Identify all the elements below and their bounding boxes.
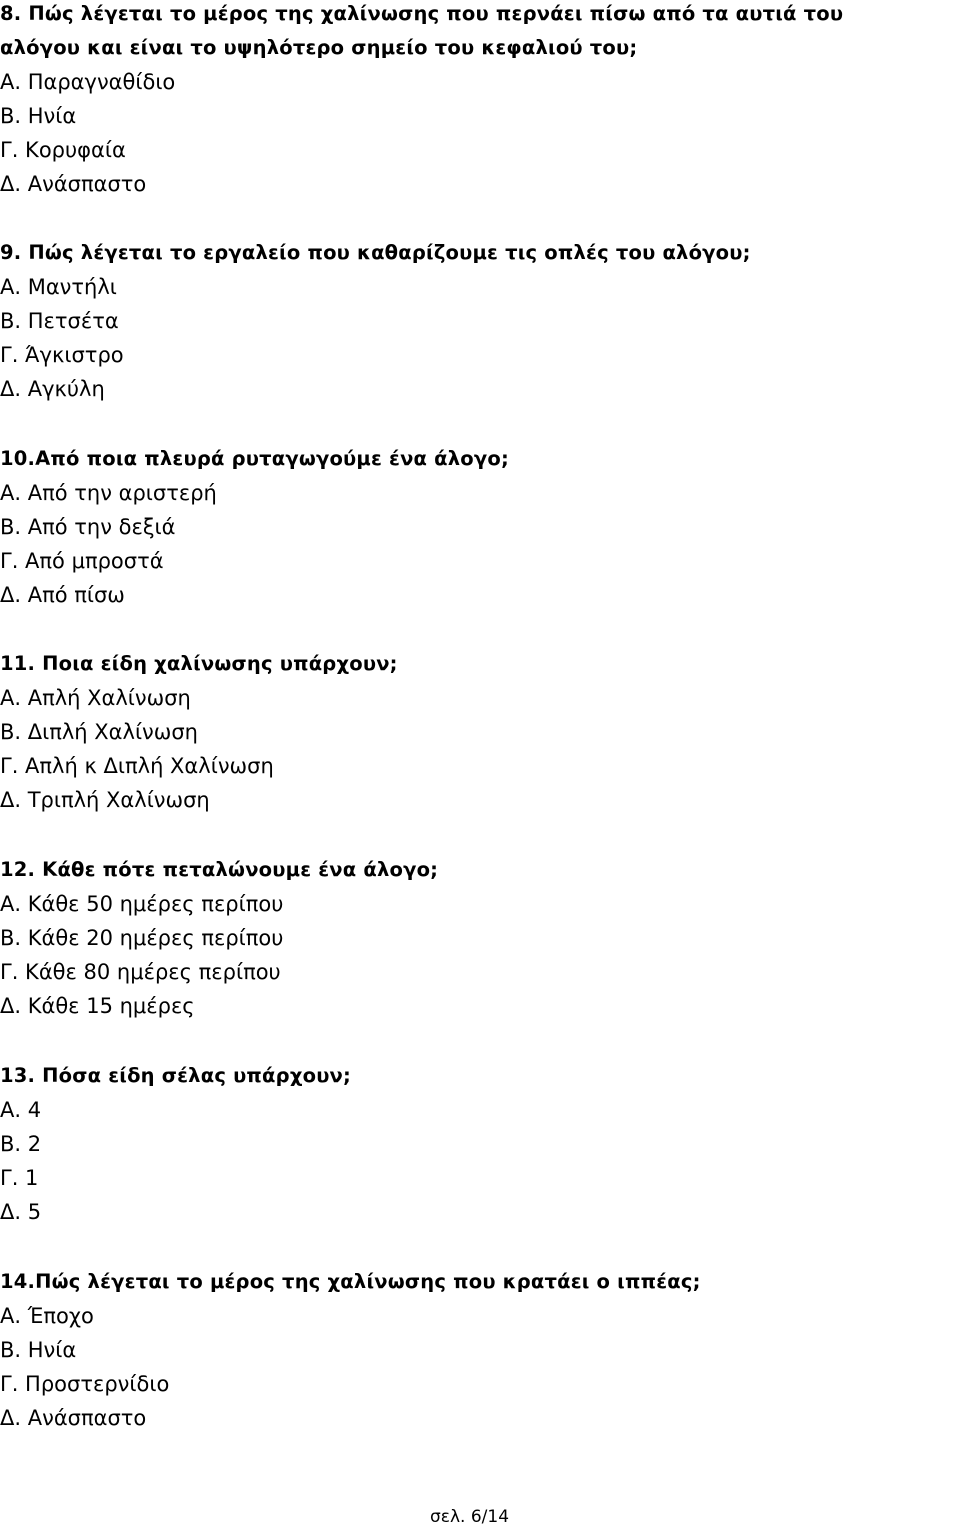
- option-b: Β. Ηνία: [0, 104, 77, 128]
- option-c: Γ. 1: [0, 1166, 39, 1190]
- option-a: Α. Έποχο: [0, 1304, 94, 1328]
- question-13: [0, 1059, 958, 1229]
- option-b: Β. Πετσέτα: [0, 309, 119, 333]
- option-b: Β. Από την δεξιά: [0, 515, 176, 539]
- option-c: Γ. Απλή κ Διπλή Χαλίνωση: [0, 754, 274, 778]
- question-11: [0, 647, 958, 817]
- question-14: [0, 1265, 958, 1435]
- option-c: Γ. Κορυφαία: [0, 138, 126, 162]
- option-a: Α. Από την αριστερή: [0, 481, 217, 505]
- question-text: 14.Πώς λέγεται το μέρος της χαλίνωσης που κρατάει ο ιππέας;: [0, 1270, 701, 1293]
- option-b: Β. 2: [0, 1132, 42, 1156]
- option-d: Δ. 5: [0, 1200, 42, 1224]
- option-c: Γ. Άγκιστρο: [0, 343, 124, 367]
- question-text: 13. Πόσα είδη σέλας υπάρχουν;: [0, 1064, 352, 1087]
- question-text: 12. Κάθε πότε πεταλώνουμε ένα άλογο;: [0, 858, 439, 881]
- option-b: Β. Διπλή Χαλίνωση: [0, 720, 198, 744]
- option-d: Δ. Τριπλή Χαλίνωση: [0, 788, 210, 812]
- option-b: Β. Κάθε 20 ημέρες περίπου: [0, 926, 284, 950]
- option-d: Δ. Ανάσπαστο: [0, 1406, 147, 1430]
- question-12: [0, 853, 958, 1023]
- option-d: Δ. Κάθε 15 ημέρες: [0, 994, 195, 1018]
- option-d: Δ. Ανάσπαστο: [0, 172, 147, 196]
- question-text: 10.Από ποια πλευρά ρυταγωγούμε ένα άλογο;: [0, 447, 509, 470]
- question-text: 11. Ποια είδη χαλίνωσης υπάρχουν;: [0, 652, 398, 675]
- question-10: [0, 442, 958, 612]
- page-footer: [0, 1500, 960, 1534]
- option-a: Α. Μαντήλι: [0, 275, 117, 299]
- option-a: Α. Παραγναθίδιο: [0, 70, 176, 94]
- question-9: [0, 236, 958, 406]
- option-d: Δ. Αγκύλη: [0, 377, 105, 401]
- page-number: σελ. 6/14: [430, 1507, 510, 1527]
- option-c: Γ. Κάθε 80 ημέρες περίπου: [0, 960, 281, 984]
- question-text: 8. Πώς λέγεται το μέρος της χαλίνωσης που περνάει πίσω από τα αυτιά του: [0, 2, 844, 25]
- option-c: Γ. Από μπροστά: [0, 549, 164, 573]
- option-a: Α. Κάθε 50 ημέρες περίπου: [0, 892, 284, 916]
- option-b: Β. Ηνία: [0, 1338, 77, 1362]
- option-a: Α. Απλή Χαλίνωση: [0, 686, 191, 710]
- option-a: Α. 4: [0, 1098, 42, 1122]
- option-c: Γ. Προστερνίδιο: [0, 1372, 170, 1396]
- option-d: Δ. Από πίσω: [0, 583, 125, 607]
- question-text: αλόγου και είναι το υψηλότερο σημείο του κεφαλιού του;: [0, 36, 638, 59]
- question-8: [0, 0, 958, 201]
- question-text: 9. Πώς λέγεται το εργαλείο που καθαρίζουμε τις οπλές του αλόγου;: [0, 241, 751, 264]
